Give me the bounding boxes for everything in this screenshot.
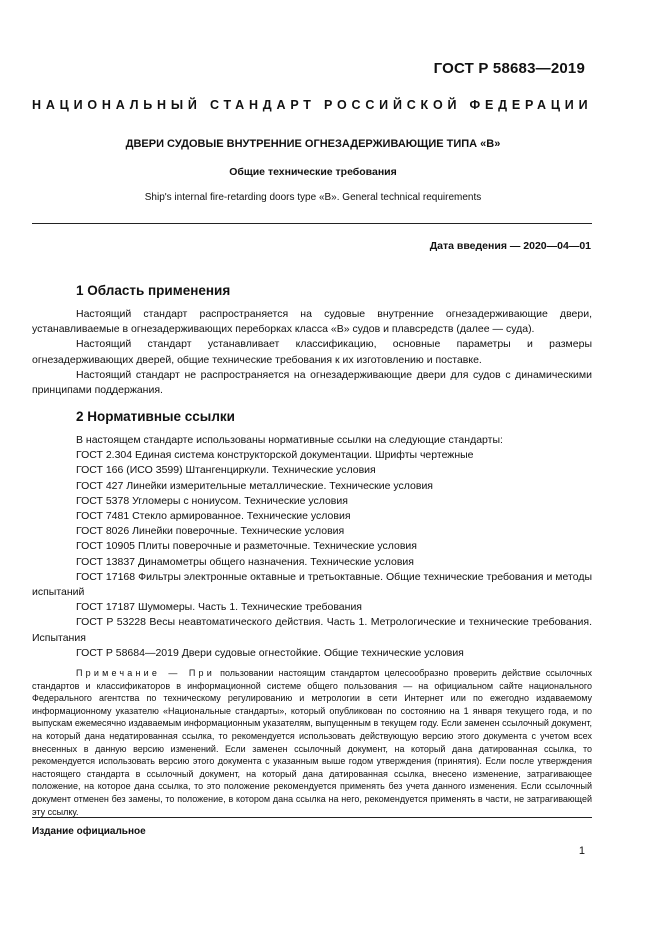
title-divider [32, 223, 592, 224]
ref-item: ГОСТ Р 58684—2019 Двери судовые огнестойкие. Общие технические условия [76, 646, 464, 659]
ref-item: ГОСТ 2.304 Единая система конструкторской документации. Шрифты чертежные [76, 449, 474, 462]
ref-item: ГОСТ 166 (ИСО 3599) Штангенциркули. Технические условия [76, 464, 376, 477]
ref-item: ГОСТ 13837 Динамометры общего назначения. Технические условия [76, 555, 414, 568]
note-label: Примечание — При [76, 668, 215, 679]
note-paragraph [32, 667, 592, 818]
section-normative-refs [32, 409, 592, 818]
standard-code: ГОСТ Р 58683—2019 [433, 60, 585, 77]
national-standard-banner: НАЦИОНАЛЬНЫЙ СТАНДАРТ РОССИЙСКОЙ ФЕДЕРАЦИИ [32, 98, 593, 112]
scope-paragraph: Настоящий стандарт распространяется на судовые внутренние огнезадерживающие двери, устанавливаемые в огнезадерживающих переборках класса «В» судов и плавсредств (далее — суда). [32, 308, 592, 336]
ref-item: ГОСТ 7481 Стекло армированное. Технические условия [76, 510, 351, 523]
refs-intro: В настоящем стандарте использованы нормативные ссылки на следующие стандарты: [76, 434, 503, 446]
ref-item: ГОСТ 17187 Шумомеры. Часть 1. Технические требования [76, 601, 362, 614]
ref-item: ГОСТ 17168 Фильтры электронные октавные и третьоктавные. Общие технические требования и методы испытаний [32, 570, 592, 599]
section-2-heading: 2 Нормативные ссылки [76, 409, 235, 424]
official-edition-label: Издание официальное [32, 826, 146, 837]
document-subtitle: Общие технические требования [229, 166, 397, 178]
footer-divider [32, 817, 592, 818]
page-number: 1 [578, 845, 585, 857]
ref-item: ГОСТ 10905 Плиты поверочные и разметочные. Технические условия [76, 540, 417, 553]
scope-paragraph: Настоящий стандарт не распространяется на огнезадерживающие двери для судов с динамическими принципами поддержания. [32, 368, 592, 397]
ref-item: ГОСТ Р 53228 Весы неавтоматического действия. Часть 1. Метрологические и технические требования. Испытания [32, 616, 592, 644]
scope-paragraph: Настоящий стандарт устанавливает классификацию, основные параметры и размеры огнезадерживающих дверей, общие технические требования к их изготовлению и поставке. [32, 338, 592, 366]
section-1-heading: 1 Область применения [76, 283, 231, 298]
ref-item: ГОСТ 8026 Линейки поверочные. Технические условия [76, 525, 345, 538]
english-title: Ship's internal fire-retarding doors type «B». General technical requirements [144, 192, 482, 203]
section-scope [32, 283, 592, 398]
ref-item: ГОСТ 5378 Угломеры с нониусом. Технические условия [76, 494, 348, 507]
ref-item: ГОСТ 427 Линейки измерительные металлические. Технические условия [76, 479, 433, 492]
introduction-date: Дата введения — 2020—04—01 [429, 240, 591, 252]
note-text: пользовании настоящим стандартом целесообразно проверить действие ссылочных стандартов и классификаторов в информационной системе общего пользования — на официальном сайте национального Федерального агентства по техническому регулированию и метрологии в сети Интернет или по ежегодно издаваемому информационному указателю «Национальные стандарты», который опубликован по состоянию на 1 января текущего года, и по выпускам ежемесячно издаваемым информационным указателям, выпущенным в текущем году. Если заменен ссылочный документ, на который дана недатированная ссылка, то рекомендуется использовать действующую версию этого документа с учетом всех внесенных в данную версию изменений. Если заменен ссылочный документ, на который дана датированная ссылка, то рекомендуется использовать версию этого документа с указанным выше годом утверждения (принятия). Если после утверждения настоящего стандарта в ссылочный документ, на который дана датированная ссылка, внесено изменение, затрагивающее положение, на которое дана ссылка, то это положение рекомендуется применять без учета данного изменения. Если ссылочный документ отменен без замены, то положение, в котором дана ссылка на него, рекомендуется применять в части, не затрагивающей эту ссылку. [32, 668, 593, 817]
document-title: ДВЕРИ СУДОВЫЕ ВНУТРЕННИЕ ОГНЕЗАДЕРЖИВАЮЩИЕ ТИПА «В» [125, 138, 501, 150]
